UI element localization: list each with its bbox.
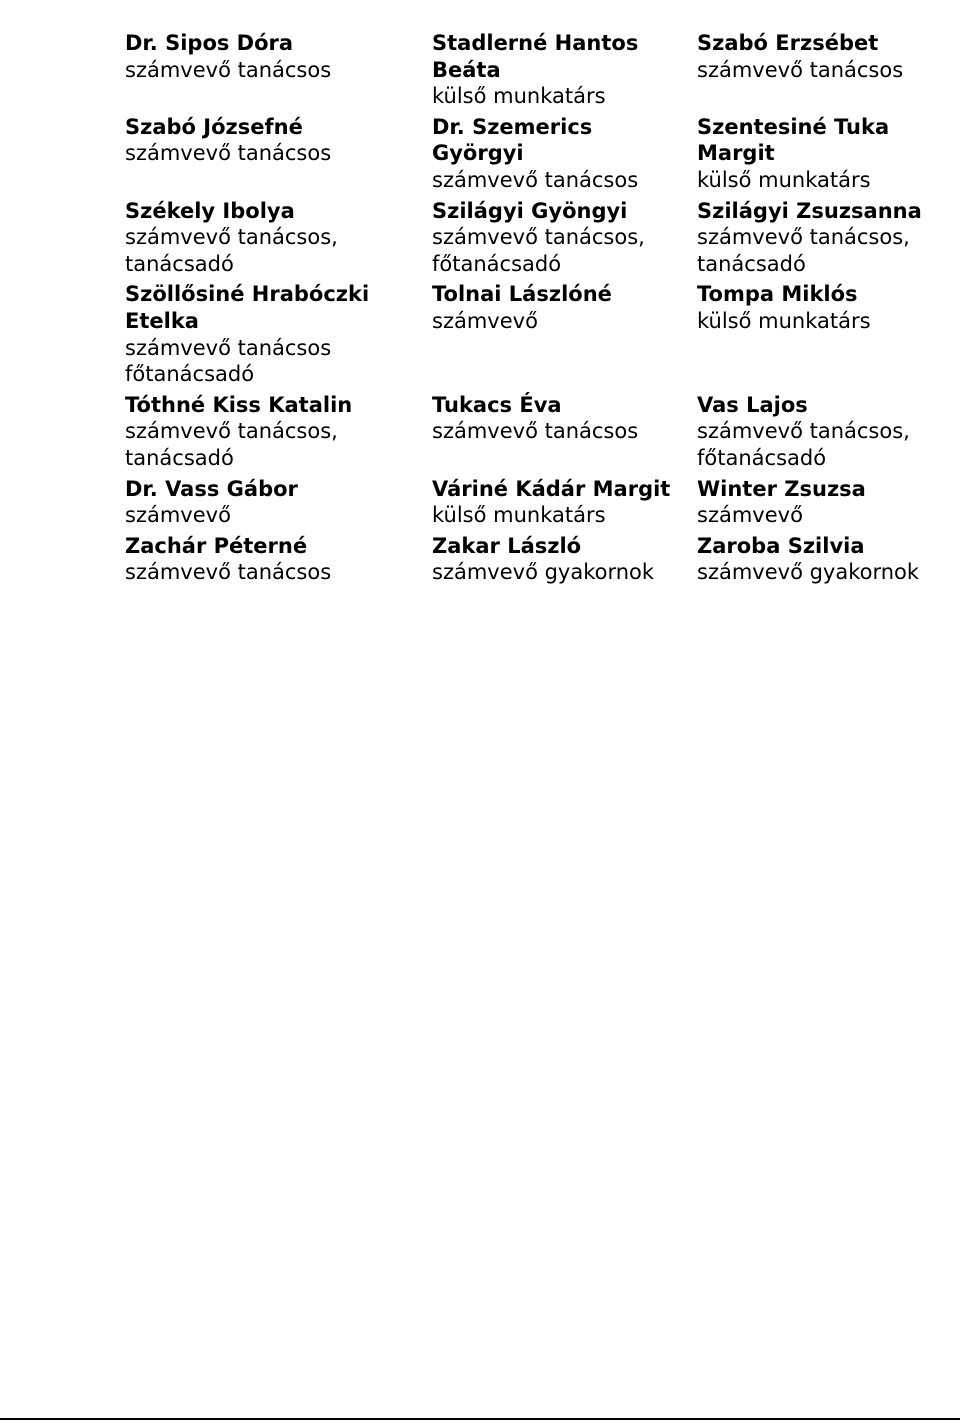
staff-entry (432, 281, 697, 391)
staff-name: Váriné Kádár Margit (432, 476, 671, 501)
staff-name: Tukacs Éva (432, 392, 562, 417)
staff-role: számvevő gyakornok (432, 560, 655, 585)
staff-name: Stadlerné Hantos Beáta (432, 31, 639, 82)
staff-entry (125, 281, 432, 391)
staff-name: Szentesiné Tuka Margit (697, 114, 890, 166)
staff-role: számvevő tanácsos, tanácsadó (125, 419, 338, 470)
staff-name: Szabó Józsefné (125, 114, 303, 139)
staff-role: számvevő tanácsos főtanácsadó (125, 335, 332, 387)
staff-name: Székely Ibolya (125, 198, 295, 223)
staff-role: számvevő tanácsos, főtanácsadó (697, 419, 910, 470)
staff-name: Zakar László (432, 533, 582, 558)
staff-role: külső munkatárs (697, 167, 871, 192)
staff-name: Szilágyi Zsuzsanna (697, 198, 922, 223)
staff-role: külső munkatárs (432, 84, 606, 109)
staff-name: Dr. Sipos Dóra (125, 31, 294, 55)
staff-name: Vas Lajos (697, 392, 808, 417)
staff-role: számvevő tanácsos (697, 57, 904, 82)
page-bottom-rule (0, 1418, 960, 1420)
staff-entry (432, 114, 697, 198)
staff-name: Szabó Erzsébet (697, 31, 879, 55)
staff-role: külső munkatárs (697, 308, 871, 333)
staff-role: számvevő tanácsos (432, 419, 639, 444)
staff-name: Tóthné Kiss Katalin (125, 392, 353, 417)
staff-name: Szöllősiné Hrabóczki Etelka (125, 282, 370, 333)
staff-entry (432, 476, 697, 533)
staff-name: Tolnai Lászlóné (432, 282, 612, 307)
staff-name: Szilágyi Gyöngyi (432, 198, 628, 223)
staff-role: külső munkatárs (432, 503, 606, 528)
staff-role: számvevő (432, 308, 538, 333)
staff-name: Zachár Péterné (125, 533, 308, 558)
staff-role: számvevő tanácsos (125, 57, 332, 82)
staff-role: számvevő tanácsos (125, 141, 332, 166)
staff-name: Winter Zsuzsa (697, 476, 866, 501)
staff-entry (697, 533, 935, 590)
staff-entry (697, 198, 935, 282)
staff-name: Dr. Vass Gábor (125, 476, 298, 501)
staff-role: számvevő gyakornok (697, 560, 920, 585)
staff-directory-grid (125, 30, 935, 590)
staff-entry (125, 114, 432, 198)
staff-entry (125, 198, 432, 282)
staff-entry (697, 30, 935, 114)
staff-entry (432, 533, 697, 590)
staff-entry (432, 392, 697, 476)
staff-role: számvevő tanácsos, tanácsadó (697, 225, 910, 276)
staff-entry (125, 30, 432, 114)
staff-role: számvevő (125, 503, 231, 528)
staff-role: számvevő tanácsos, tanácsadó (125, 225, 338, 276)
staff-entry (125, 392, 432, 476)
staff-name: Dr. Szemerics Györgyi (432, 114, 593, 166)
staff-entry (697, 476, 935, 533)
staff-name: Tompa Miklós (697, 282, 858, 307)
staff-entry (697, 281, 935, 391)
staff-role: számvevő (697, 503, 803, 528)
staff-entry (697, 114, 935, 198)
staff-role: számvevő tanácsos (125, 560, 332, 585)
staff-name: Zaroba Szilvia (697, 533, 865, 558)
staff-entry (125, 476, 432, 533)
staff-entry (432, 198, 697, 282)
staff-entry (432, 30, 697, 114)
staff-role: számvevő tanácsos, főtanácsadó (432, 225, 645, 276)
staff-entry (125, 533, 432, 590)
staff-role: számvevő tanácsos (432, 167, 639, 192)
staff-entry (697, 392, 935, 476)
